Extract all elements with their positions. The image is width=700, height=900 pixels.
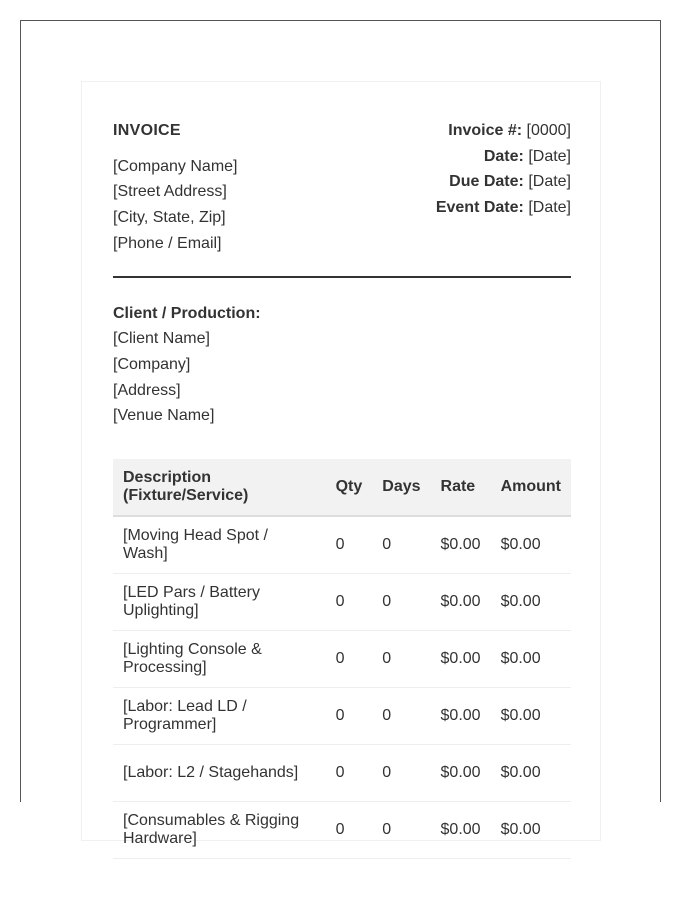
- cell-amount: $0.00: [491, 516, 571, 574]
- cell-days: 0: [372, 574, 430, 631]
- event-date-line: [436, 195, 571, 221]
- due-date-line: [436, 169, 571, 195]
- client-company: [Company]: [113, 355, 191, 373]
- column-header-rate: Rate: [431, 459, 491, 516]
- date-value: [Date]: [528, 147, 571, 165]
- invoice-header: [113, 118, 571, 257]
- cell-qty: 0: [326, 631, 373, 688]
- cell-days: 0: [372, 688, 430, 745]
- cell-days: 0: [372, 745, 430, 802]
- cell-qty: 0: [326, 745, 373, 802]
- document-frame: [20, 20, 661, 848]
- client-name: [Client Name]: [113, 330, 210, 348]
- cell-qty: 0: [326, 688, 373, 745]
- cell-description: [Labor: L2 / Stagehands]: [113, 745, 326, 802]
- company-street: [Street Address]: [113, 183, 227, 201]
- invoice-content: [113, 118, 571, 859]
- cell-description: [LED Pars / Battery Uplighting]: [113, 574, 326, 631]
- table-body: [113, 516, 571, 859]
- client-block: [113, 301, 571, 430]
- column-header-days: Days: [372, 459, 430, 516]
- table-row: [113, 688, 571, 745]
- company-name: [Company Name]: [113, 157, 238, 175]
- cell-days: 0: [372, 802, 430, 859]
- cell-amount: $0.00: [491, 802, 571, 859]
- line-items-table: [113, 459, 571, 859]
- cell-description: [Consumables & Rigging Hardware]: [113, 802, 326, 859]
- cell-rate: $0.00: [431, 516, 491, 574]
- due-date-label: Due Date:: [449, 173, 524, 191]
- event-date-value: [Date]: [528, 199, 571, 217]
- table-header: [113, 459, 571, 516]
- table-row: [113, 516, 571, 574]
- cell-qty: 0: [326, 516, 373, 574]
- cell-amount: $0.00: [491, 574, 571, 631]
- cell-days: 0: [372, 631, 430, 688]
- event-date-label: Event Date:: [435, 199, 524, 217]
- company-contact: [Phone / Email]: [113, 234, 222, 252]
- client-venue: [Venue Name]: [113, 407, 215, 425]
- column-header-description: Description (Fixture/Service): [113, 459, 326, 516]
- date-label: Date:: [483, 147, 524, 165]
- cell-amount: $0.00: [491, 745, 571, 802]
- date-line: [436, 144, 571, 170]
- client-address: [Address]: [113, 381, 181, 399]
- cell-qty: 0: [326, 574, 373, 631]
- table-header-row: [113, 459, 571, 516]
- cell-rate: $0.00: [431, 631, 491, 688]
- cell-description: [Labor: Lead LD / Programmer]: [113, 688, 326, 745]
- table-row: [113, 574, 571, 631]
- column-header-amount: Amount: [491, 459, 571, 516]
- cell-rate: $0.00: [431, 574, 491, 631]
- company-block: [113, 118, 238, 257]
- cell-description: [Lighting Console & Processing]: [113, 631, 326, 688]
- cell-qty: 0: [326, 802, 373, 859]
- cell-rate: $0.00: [431, 745, 491, 802]
- table-row: [113, 745, 571, 802]
- invoice-number-label: Invoice #:: [448, 122, 523, 139]
- invoice-title: INVOICE: [113, 122, 181, 139]
- column-header-qty: Qty: [326, 459, 373, 516]
- invoice-number-value: [0000]: [526, 122, 571, 139]
- cell-amount: $0.00: [491, 631, 571, 688]
- cell-description: [Moving Head Spot / Wash]: [113, 516, 326, 574]
- cell-rate: $0.00: [431, 802, 491, 859]
- invoice-number-line: [436, 118, 571, 144]
- invoice-meta: [436, 118, 571, 221]
- invoice-sheet: [81, 81, 601, 848]
- cell-days: 0: [372, 516, 430, 574]
- cell-rate: $0.00: [431, 688, 491, 745]
- client-label: Client / Production:: [113, 304, 261, 322]
- table-row: [113, 631, 571, 688]
- due-date-value: [Date]: [528, 173, 571, 191]
- header-divider: [113, 276, 571, 278]
- company-city: [City, State, Zip]: [113, 209, 226, 227]
- cell-amount: $0.00: [491, 688, 571, 745]
- table-row: [113, 802, 571, 859]
